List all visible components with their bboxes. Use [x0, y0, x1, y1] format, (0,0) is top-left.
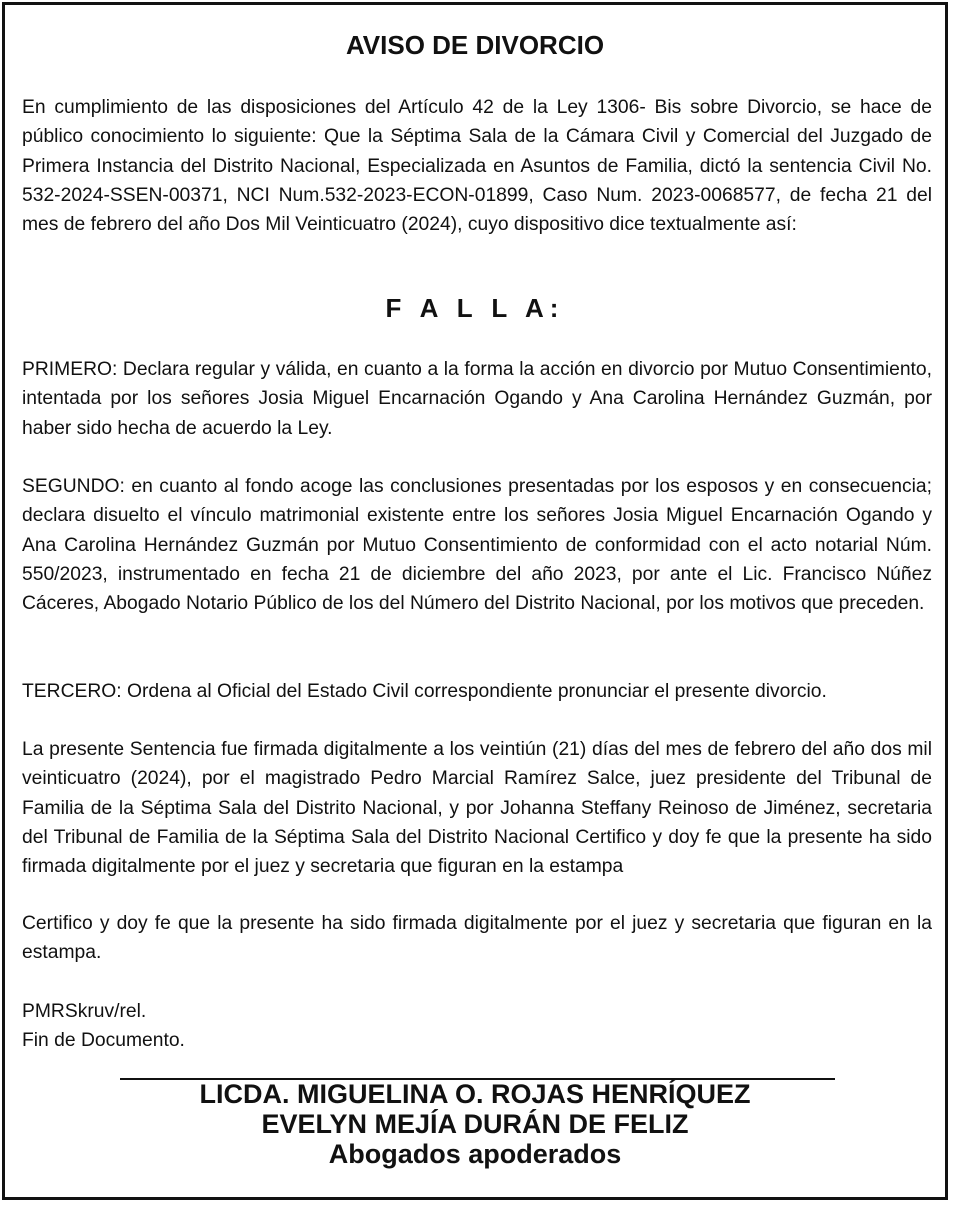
notice-title: AVISO DE DIVORCIO [345, 30, 605, 60]
end-of-document-text: Fin de Documento. [22, 1030, 185, 1051]
initials-text: PMRSkruv/rel. [22, 1001, 147, 1022]
intro-paragraph: En cumplimiento de las disposiciones del Artículo 42 de la Ley 1306- Bis sobre Divorcio, se hace de público conocimiento lo siguiente: Que la Séptima Sala de la Cámara Civil y Comercial del Juzgado de Primera Instancia del Distrito Nacional, Especializada en Asuntos de Familia, dictó la sentencia Civil No. 532-2024-SSEN-00371, NCI Num.532-2023-ECON-01899, Caso Num. 2023-0068577, de fecha 21 del mes de febrero del año Dos Mil Veinticuatro (2024), cuyo dispositivo dice textualmente así: [22, 97, 932, 236]
segundo-paragraph: SEGUNDO: en cuanto al fondo acoge las conclusiones presentadas por los esposos y en consecuencia; declara disuelto el vínculo matrimonial existente entre los señores Josia Miguel Encarnación Ogando y Ana Carolina Hernández Guzmán por Mutuo Consentimiento de conformidad con el acto notarial Núm. 550/2023, instrumentado en fecha 21 de diciembre del año 2023, por ante el Lic. Francisco Núñez Cáceres, Abogado Notario Público de los del Número del Distrito Nacional, por los motivos que preceden. [22, 476, 932, 615]
tercero-paragraph: TERCERO: Ordena al Oficial del Estado Civil correspondiente pronunciar el presente divorcio. [22, 681, 827, 702]
falla-heading: F A L L A: [385, 293, 565, 323]
primero-paragraph: PRIMERO: Declara regular y válida, en cuanto a la forma la acción en divorcio por Mutuo Consentimiento, intentada por los señores Josia Miguel Encarnación Ogando y Ana Carolina Hernández Guzmán, por haber sido hecha de acuerdo la Ley. [22, 359, 932, 439]
signature-role: Abogados apoderados [328, 1139, 622, 1169]
signature-name-1: LICDA. MIGUELINA O. ROJAS HENRÍQUEZ [199, 1079, 751, 1109]
signature-name-2: EVELYN MEJÍA DURÁN DE FELIZ [261, 1109, 689, 1139]
certifico-paragraph: Certifico y doy fe que la presente ha sido firmada digitalmente por el juez y secretaria que figuran en la estampa. [22, 913, 932, 964]
signed-paragraph: La presente Sentencia fue firmada digitalmente a los veintiún (21) días del mes de febrero del año dos mil veinticuatro (2024), por el magistrado Pedro Marcial Ramírez Salce, juez presidente del Tribunal de Familia de la Séptima Sala del Distrito Nacional, y por Johanna Steffany Reinoso de Jiménez, secretaria del Tribunal de Familia de la Séptima Sala del Distrito Nacional Certifico y doy fe que la presente ha sido firmada digitalmente por el juez y secretaria que figuran en la estampa [22, 739, 932, 878]
notice-frame [2, 2, 948, 1200]
